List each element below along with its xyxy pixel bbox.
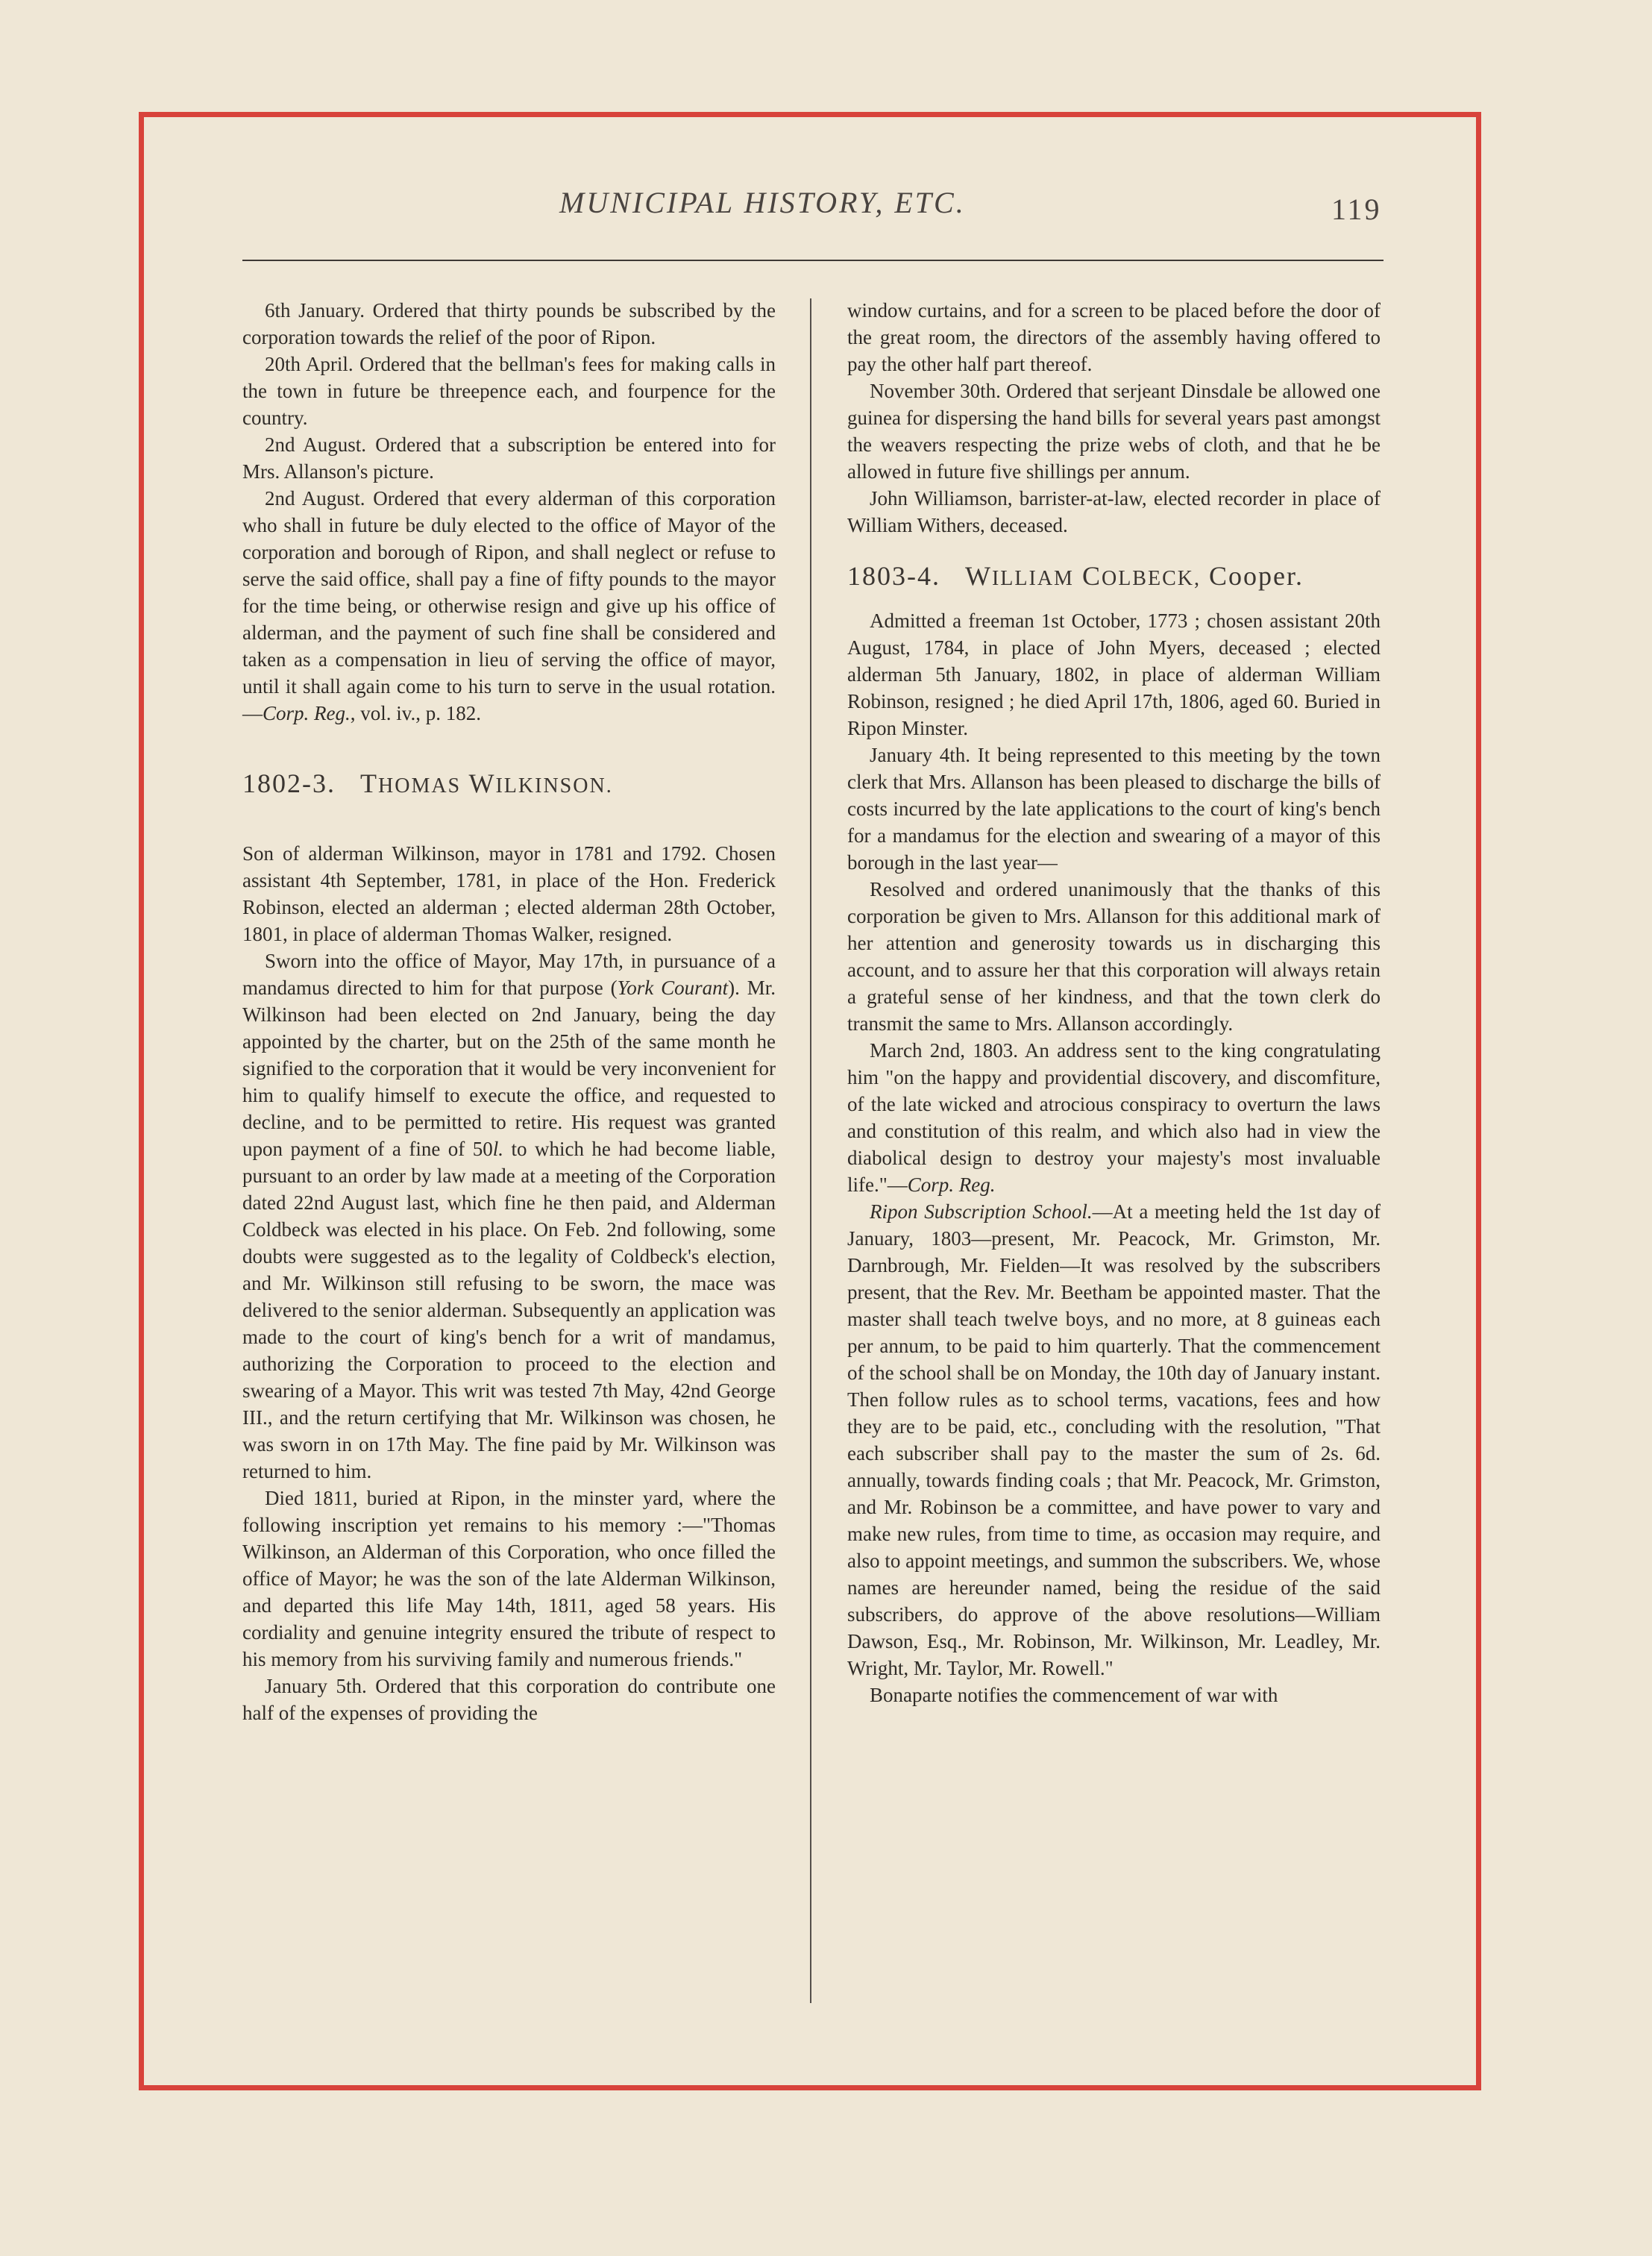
paragraph-text: 2nd August. Ordered that every alderman of this corporation who shall in future be duly elected to the office of Mayor of the corporation and borough of Ripon, and shall neglect or refuse to serve the said office, shall pay a fine of fifty pounds to the mayor for the time being, or otherwise resign and give up his office of alderman, and the payment of such fine shall be considered and taken as a compensation in lieu of serving the office of mayor, until it shall again come to his turn to serve in the usual rotation.— <box>242 487 776 724</box>
heading-initial: W <box>965 561 992 591</box>
paragraph: Son of alderman Wilkinson, mayor in 1781 and 1792. Chosen assistant 4th September, 1781, in place of the Hon. Frederick Robinson, elected an alderman ; elected alderman 28th October, 1801, in place of alderman Thomas Walker, resigned. <box>242 842 776 945</box>
paragraph <box>847 1037 1381 1198</box>
right-column <box>847 297 1381 1708</box>
citation: York Courant <box>617 977 729 999</box>
paragraph: November 30th. Ordered that serjeant Dinsdale be allowed one guinea for dispersing the hand bills for several years past amongst the weavers respecting the prize webs of cloth, and that he be allowed in future five shillings per annum. <box>847 380 1381 483</box>
running-head: MUNICIPAL HISTORY, ETC. <box>559 186 966 219</box>
paragraph: John Williamson, barrister-at-law, elected recorder in place of William Withers, deceased. <box>847 487 1381 536</box>
heading-name: ILLIAM <box>991 567 1074 590</box>
header-rule <box>242 260 1384 261</box>
paragraph-text: to which he had become liable, pursuant to an order by law made at a meeting of the Corporation dated 22nd August last, which fine he then paid, and Alderman Coldbeck was elected in his place. On Feb. 2nd following, some doubts were suggested as to the legality of Coldbeck's election, and Mr. Wilkinson still refusing to be sworn, the mace was delivered to the senior alderman. Subsequently an application was made to the court of king's bench for a writ of mandamus, authorizing the Corporation to proceed to the election and swearing of a Mayor. This writ was tested 7th May, 42nd George III., and the return certifying that Mr. Wilkinson was chosen, he was sworn in on 17th May. The fine paid by Mr. Wilkinson was returned to him. <box>242 1138 776 1482</box>
paragraph: Bonaparte notifies the commencement of war with <box>870 1684 1278 1706</box>
heading-name: HOMAS <box>378 774 462 798</box>
section-heading-1802-3 <box>242 770 776 800</box>
citation: Corp. Reg. <box>907 1174 996 1196</box>
heading-initial: T <box>360 768 378 798</box>
paragraph-text: —At a meeting held the 1st day of January, 1803—present, Mr. Peacock, Mr. Grimston, Mr. Darnbrough, Mr. Fielden—It was resolved by the subscribers present, that the Rev. Mr. Beetham be appointed master. That the master shall teach twelve boys, and no more, at 8 guineas each per annum, to be paid to him quarterly. That the commencement of the school shall be on Monday, the 10th day of January instant. Then follow rules as to school terms, vacations, fees and how they are to be paid, etc., concluding with the resolution, "That each subscriber shall pay to the master the sum of 2s. 6d. annually, towards finding coals ; that Mr. Peacock, Mr. Grimston, and Mr. Robinson be a committee, and have power to vary and make new rules, from time to time, as occasion may require, and also to appoint meetings, and summon the subscribers. We, whose names are hereunder named, being the residue of the said subscribers, do approve of the above resolutions—William Dawson, Esq., Mr. Robinson, Mr. Wilkinson, Mr. Leadley, Mr. Wright, Mr. Taylor, Mr. Rowell." <box>847 1200 1381 1679</box>
paragraph: Resolved and ordered unanimously that the thanks of this corporation be given to Mrs. Allanson for this additional mark of her attention and generosity towards us in discharging this account, and to assure her that this corporation will always retain a grateful sense of her kindness, and that the town clerk do transmit the same to Mrs. Allanson accordingly. <box>847 878 1381 1035</box>
paragraph: 6th January. Ordered that thirty pounds be subscribed by the corporation towards the relief of the poor of Ripon. <box>242 299 776 348</box>
section-heading-1803-4 <box>847 563 1381 592</box>
paragraph <box>242 947 776 1485</box>
heading-name: ILKINSON. <box>495 774 613 798</box>
heading-year: 1803-4. <box>847 561 940 591</box>
heading-initial: W <box>468 768 496 798</box>
page-number: 119 <box>1331 192 1382 226</box>
paragraph: window curtains, and for a screen to be placed before the door of the great room, the directors of the assembly having offered to pay the other half part thereof. <box>847 299 1381 375</box>
pound-sign: l. <box>492 1138 504 1160</box>
paragraph: 20th April. Ordered that the bellman's fees for making calls in the town in future be threepence each, and fourpence for the country. <box>242 353 776 429</box>
citation: Corp. Reg. <box>263 702 351 724</box>
heading-name: OLBECK, <box>1101 567 1201 590</box>
citation-tail: , vol. iv., p. 182. <box>350 702 481 724</box>
paragraph: January 5th. Ordered that this corporation do contribute one half of the expenses of providing the <box>242 1675 776 1724</box>
heading-year: 1802-3. <box>242 768 336 798</box>
paragraph-text: ). Mr. Wilkinson had been elected on 2nd January, being the day appointed by the charter, but on the 25th of the same month he signified to the corporation that it would be very inconvenient for him to qualify himself to execute the office, and requested to decline, and to be permitted to retire. His request was granted upon payment of a fine of 50 <box>242 977 776 1160</box>
paragraph: January 4th. It being represented to this meeting by the town clerk that Mrs. Allanson has been pleased to discharge the bills of costs incurred by the late applications to the court of king's bench for a mandamus for the election and swearing of a mayor of this borough in the last year— <box>847 744 1381 874</box>
paragraph: Admitted a freeman 1st October, 1773 ; chosen assistant 20th August, 1784, in place of John Myers, deceased ; elected alderman 5th January, 1802, in place of alderman William Robinson, resigned ; he died April 17th, 1806, aged 60. Buried in Ripon Minster. <box>847 610 1381 739</box>
paragraph-text: Sworn into the office of Mayor, May 17th, in pursuance of a mandamus directed to him for that purpose ( <box>242 950 776 999</box>
column-divider <box>810 298 811 2003</box>
paragraph: 2nd August. Ordered that a subscription be entered into for Mrs. Allanson's picture. <box>242 433 776 483</box>
heading-trade: Cooper. <box>1208 561 1304 591</box>
heading-initial: C <box>1081 561 1102 591</box>
paragraph: Died 1811, buried at Ripon, in the minster yard, where the following inscription yet remains to his memory :—"Thomas Wilkinson, an Alderman of this Corporation, who once filled the office of Mayor; he was the son of the late Alderman Wilkinson, and departed this life May 14th, 1811, aged 58 years. His cordiality and genuine integrity ensured the tribute of respect to his memory from his surviving family and numerous friends." <box>242 1487 776 1670</box>
paragraph <box>847 1198 1381 1682</box>
left-column <box>242 297 776 1726</box>
paragraph <box>242 485 776 727</box>
paragraph-text: March 2nd, 1803. An address sent to the king congratulating him "on the happy and providential discovery, and discomfiture, of the late wicked and atrocious conspiracy to overturn the laws and constitution of this realm, and which also had in view the diabolical design to destroy your majesty's most invaluable life."— <box>847 1039 1381 1196</box>
section-title-italic: Ripon Subscription School. <box>870 1200 1093 1223</box>
